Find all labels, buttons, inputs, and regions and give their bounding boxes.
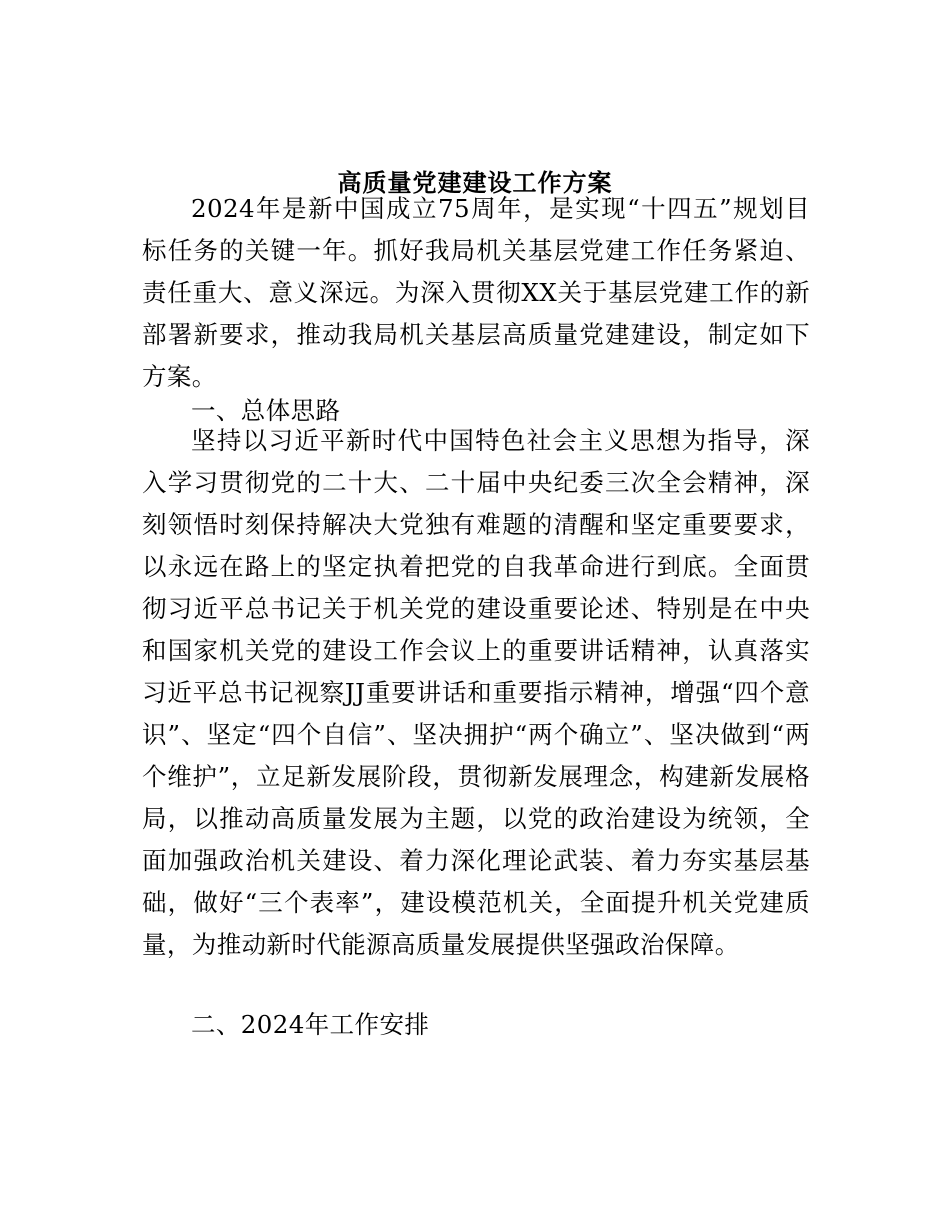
section-heading-2024-work-plan: 二、2024年工作安排 [191, 1010, 430, 1039]
section-heading-overall-approach: 一、总体思路 [191, 396, 341, 425]
intro-paragraph: 2024年是新中国成立75周年，是实现“十四五”规划目标任务的关键一年。抓好我局机关基层党建工作任务紧迫、责任重大、意义深远。为深入贯彻XX关于基层党建工作的新部署新要求，推动我局机关基层高质量党建建设，制定如下方案。 [142, 194, 810, 391]
section-body-overall-approach: 坚持以习近平新时代中国特色社会主义思想为指导，深入学习贯彻党的二十大、二十届中央纪委三次全会精神，深刻领悟时刻保持解决大党独有难题的清醒和坚定重要要求，以永远在路上的坚定执着把党的自我革命进行到底。全面贯彻习近平总书记关于机关党的建设重要论述、特别是在中央和国家机关党的建设工作会议上的重要讲话精神，认真落实习近平总书记视察JJ重要讲话和重要指示精神，增强“四个意识”、坚定“四个自信”、坚决拥护“两个确立”、坚决做到“两个维护”，立足新发展阶段，贯彻新发展理念，构建新发展格局，以推动高质量发展为主题，以党的政治建设为统领，全面加强政治机关建设、着力深化理论武装、着力夯实基层基础，做好“三个表率”，建设模范机关，全面提升机关党建质量，为推动新时代能源高质量发展提供坚强政治保障。 [142, 426, 810, 959]
document-title: 高质量党建建设工作方案 [337, 168, 613, 197]
